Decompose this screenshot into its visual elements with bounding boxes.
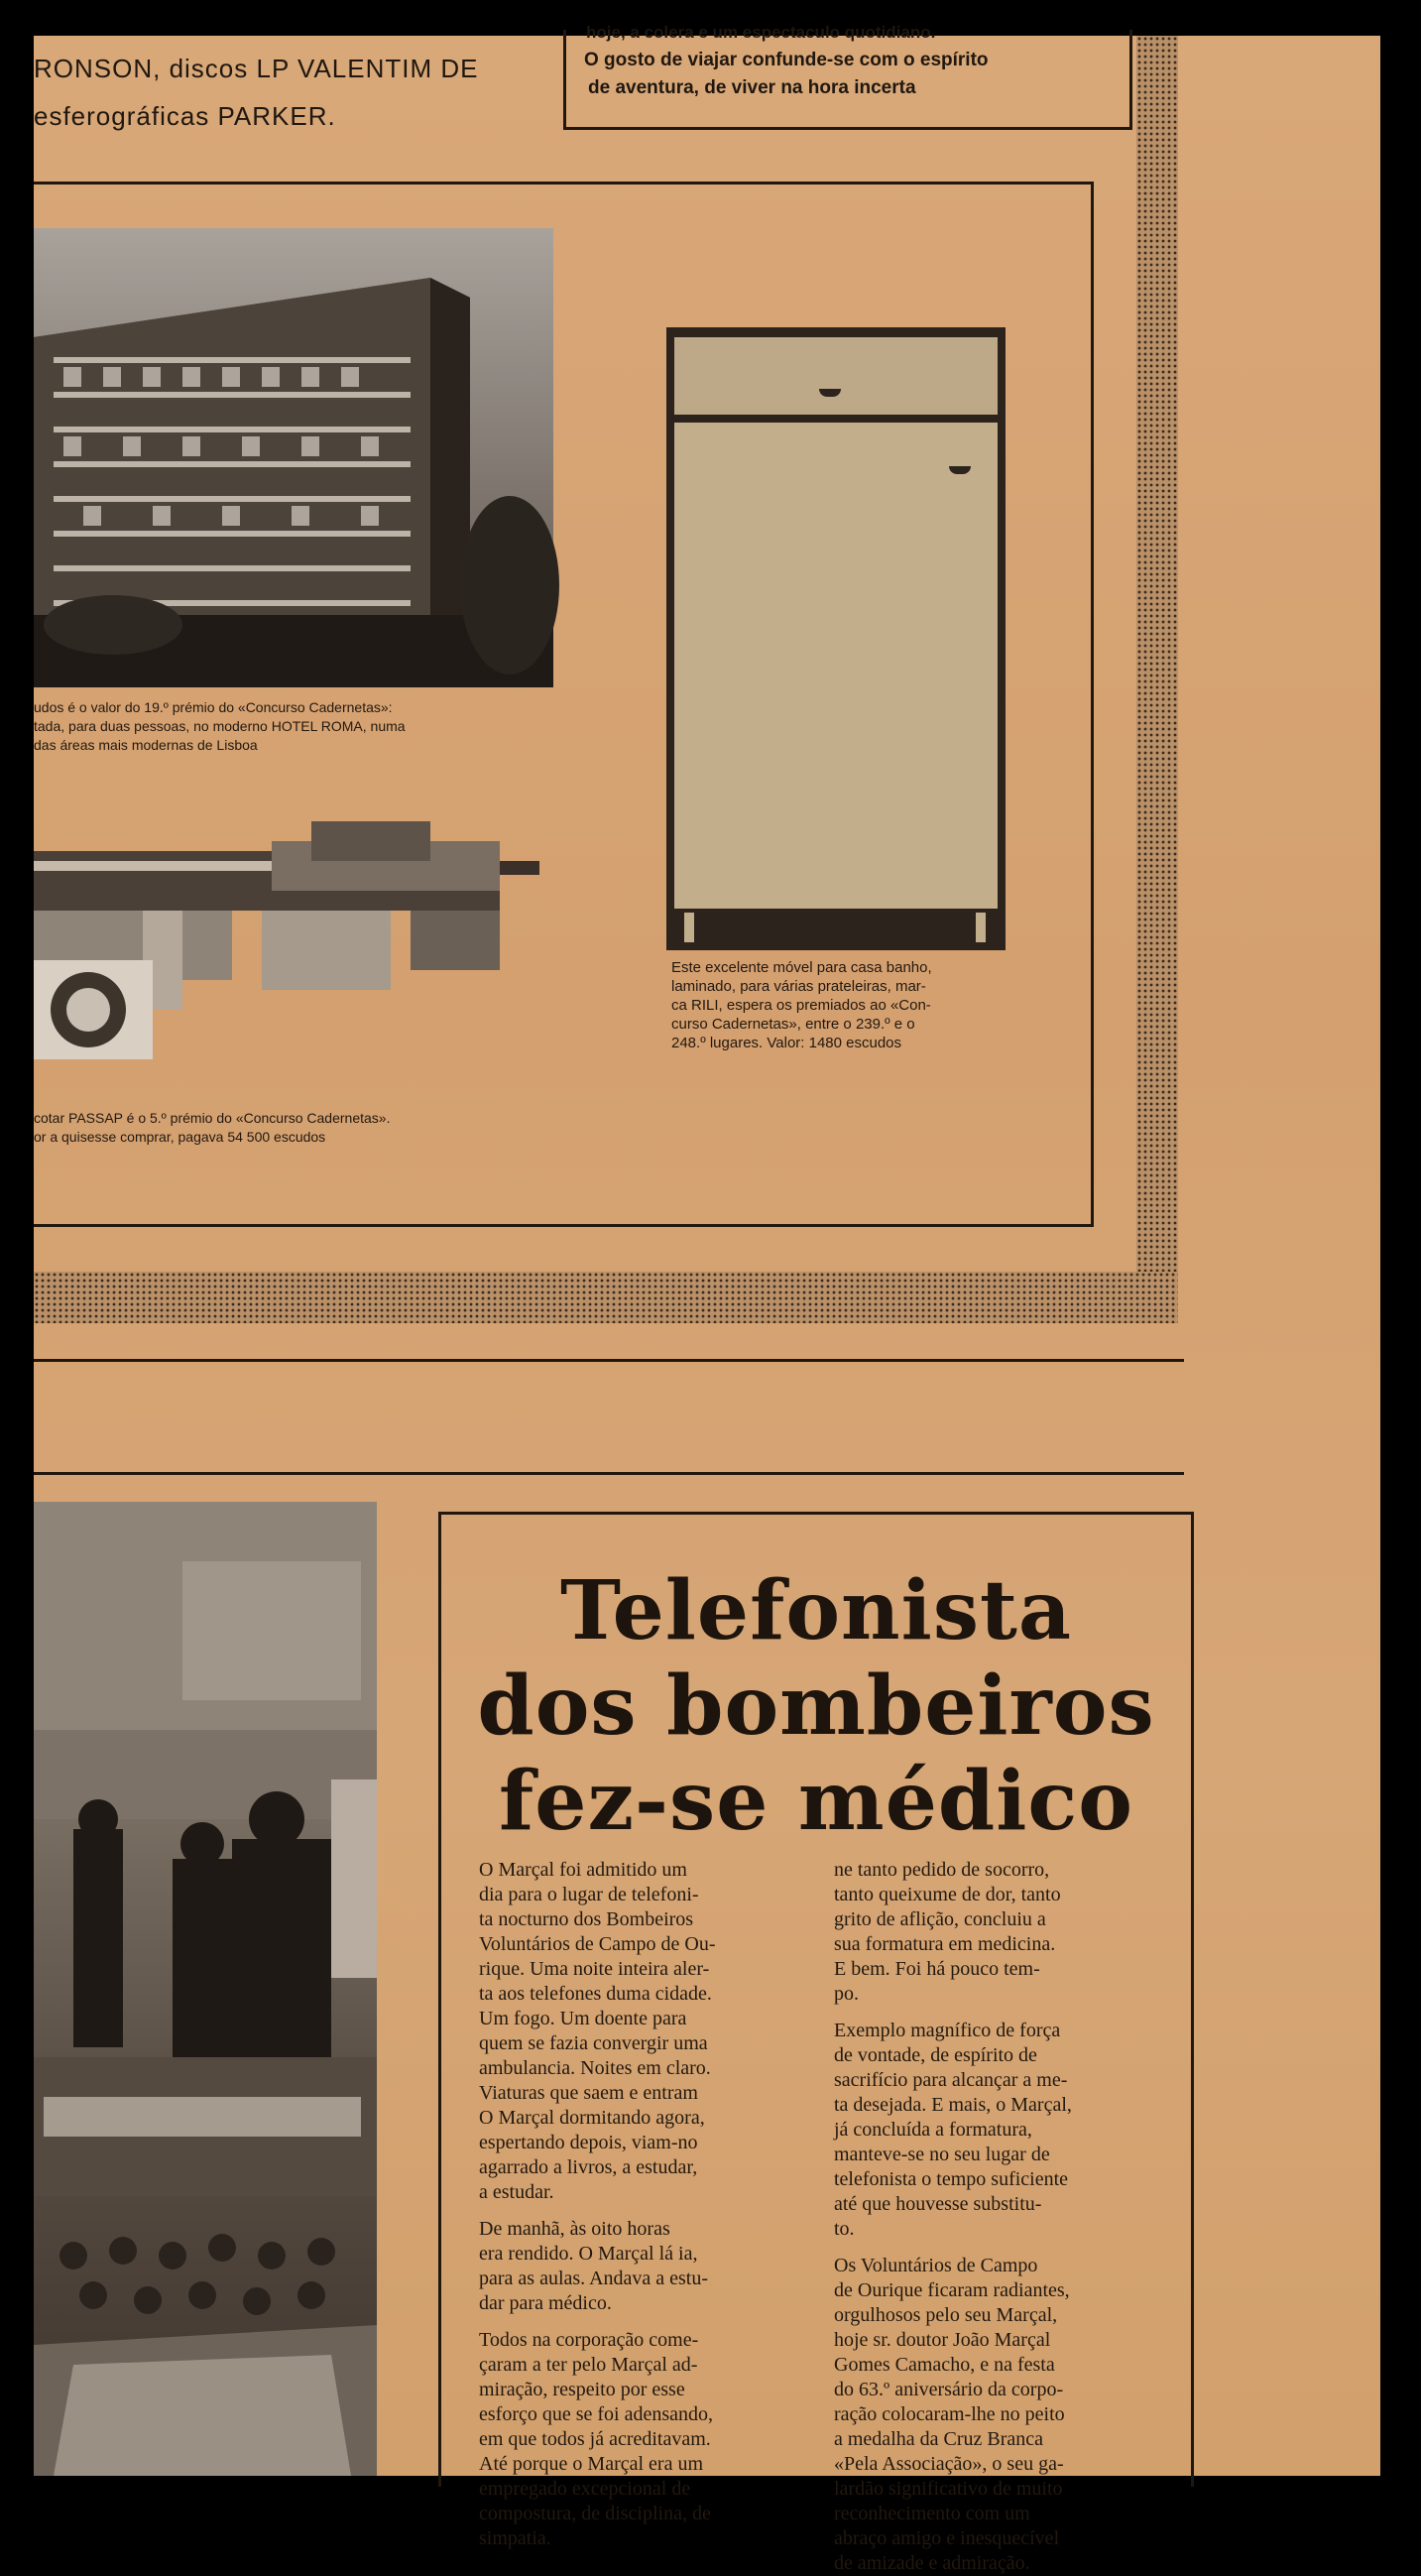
ceremony-scene-illustration xyxy=(34,1502,377,2476)
prize-box-top-rule xyxy=(34,182,1093,184)
headline-line3: fez-se médico xyxy=(499,1754,1133,1849)
header-left-line1: RONSON, discos LP VALENTIM DE xyxy=(34,54,479,83)
dotted-border-bottom xyxy=(34,1272,1178,1323)
article-paragraph: O Marçal foi admitido um dia para o lugar de telefoni- ta nocturno dos Bombeiros Voluntários de Campo de Ou- rique. Uma noite inteira aler- ta aos telefones duma cidade. Um fogo. Um doente para quem se fazia convergir uma ambulancia. Noites em claro. Viaturas que saem e entram O Marçal dormitando agora, espertando depois, viam-no agarrado a livros, a estudar, a estudar. xyxy=(479,1859,716,2203)
section-rule xyxy=(34,1472,1184,1475)
teaser-line0: hoje, a colera e um espectaculo quotidiano. xyxy=(586,23,936,42)
prize-box-bottom-rule xyxy=(34,1224,1094,1227)
newspaper-clipping xyxy=(34,23,1380,2574)
article-paragraph: Todos na corporação come- çaram a ter pelo Marçal ad- miração, respeito por esse esforço que se foi adensando, em que todos já acreditavam. Até porque o Marçal era um empregado excepcional de compostura, de disciplina, de simpatia. xyxy=(479,2329,714,2549)
article-column-2 xyxy=(834,1858,1177,2576)
teaser-line1: O gosto de viajar confunde-se com o espírito xyxy=(584,50,989,70)
article-column-1 xyxy=(479,1858,822,2551)
headline-line2: dos bombeiros xyxy=(477,1658,1155,1754)
article-paragraph: De manhã, às oito horas era rendido. O Marçal lá ia, para as aulas. Andava a estu- dar para médico. xyxy=(479,2218,709,2314)
knitting-machine-illustration xyxy=(34,811,549,1059)
hotel-building-illustration xyxy=(34,228,553,687)
cabinet-foot xyxy=(684,913,694,942)
teaser-line2: de aventura, de viver na hora incerta xyxy=(588,77,916,98)
hotel-roma-photo xyxy=(34,228,553,687)
machine-caption: cotar PASSAP é o 5.º prémio do «Concurso Cadernetas». or a quisesse comprar, pagava 54 500 escudos xyxy=(34,1110,391,1145)
prize-box-right-rule xyxy=(1091,182,1094,1226)
rili-cabinet-photo xyxy=(666,327,1006,950)
cabinet-caption: Este excelente móvel para casa banho, laminado, para várias prateleiras, mar- ca RILI, espera os premiados ao «Con- curso Cadernetas», entre o 239.º e o 248.º lugares. Valor: 1480 escudos xyxy=(671,959,932,1051)
article-box xyxy=(438,1512,1194,2574)
headline-line1: Telefonista xyxy=(559,1563,1072,1658)
firefighters-ceremony-photo xyxy=(34,1502,377,2476)
article-paragraph: ne tanto pedido de socorro, tanto queixume de dor, tanto grito de aflição, concluiu a sua formatura em medicina. E bem. Foi há pouco tem- po. xyxy=(834,1859,1061,2005)
article-paragraph: Exemplo magnífico de força de vontade, de espírito de sacrifício para alcançar a me- ta desejada. E mais, o Marçal, já concluída a formatura, manteve-se no seu lugar de telefonista o tempo suficiente até que houvesse substitu- to. xyxy=(834,2020,1072,2240)
cabinet-foot xyxy=(976,913,986,942)
cabinet-upper-door xyxy=(674,337,998,415)
teaser-box xyxy=(563,23,1132,130)
article-paragraph: Os Voluntários de Campo de Ourique ficaram radiantes, orgulhosos pelo seu Marçal, hoje sr. doutor João Marçal Gomes Camacho, e na festa do 63.º aniversário da corpo- ração colocaram-lhe no peito a medalha da Cruz Branca «Pela Associação», o seu ga- lardão significativo de muito reconhecimento com um abraço amigo e inesquecível de amizade e admiração. xyxy=(834,2255,1070,2574)
section-rule xyxy=(34,1359,1184,1362)
passap-knitting-machine-photo xyxy=(34,811,549,1059)
hotel-caption: udos é o valor do 19.º prémio do «Concurso Cadernetas»: tada, para duas pessoas, no moderno HOTEL ROMA, numa das áreas mais modernas de Lisboa xyxy=(34,699,406,753)
dotted-border-right xyxy=(1136,36,1178,1323)
header-left-line2: esferográficas PARKER. xyxy=(34,101,336,131)
cabinet-lower-door xyxy=(674,423,998,909)
